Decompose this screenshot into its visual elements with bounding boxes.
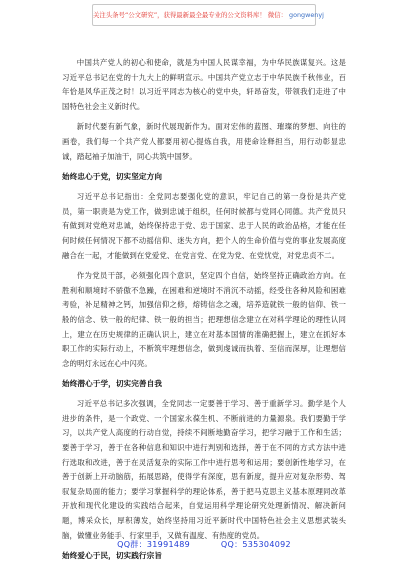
section-heading-2: 始终潜心于学，切实完善自我 xyxy=(62,379,163,389)
footer-qq: QQ：535304092 xyxy=(220,540,291,549)
banner-wechat-id: gongwenyj xyxy=(289,11,324,19)
page-footer xyxy=(0,539,408,550)
banner-text: 关注头条号“公文研究”，获得最新最全最专业的公文资料库！ 微信： xyxy=(93,11,287,19)
section-2-paragraph-1: 习近平总书记多次强调，全党同志一定要善于学习、善于重新学习。勤学是个人进步的条件，是一个政党、一个国家永葆生机、不断前进的力量源泉。我们要勤于学习，以共产党人高度的行动自觉，持续不间断地勤奋学习，把学习融于工作和生活；要善于学习，善于在各种信息和知识中进行判别和选择，善于在不同的方式方法中进行选取和改进，善于在灵活复杂的实际工作中进行思考和运用；要创新性地学习，在善于创新上开动脑筋，拓展思路，使得学有深度，思有新度，提升应对复杂形势、驾驭复杂局面的能力；要学习掌握科学的理论体系，善于把马克思主义基本原理同改革开放和现代化建设的实践结合起来，自觉运用科学理论研究处理新情况、解决新问题，博采众长，厚积薄发，始终坚持用习近平新时代中国特色社会主义思想武装头脑，做懂业务能手、行家里手，又做有温度、有热度的党员。 xyxy=(62,399,346,540)
intro-paragraph-1: 中国共产党人的初心和使命，就是为中国人民谋幸福，为中华民族谋复兴。这是习近平总书记在党的十九大上的鲜明宣示。中国共产党立志于中华民族千秋伟业，百年恰是风华正茂之时！以习近平同志为核心的党中央，轩昂奋发，带领我们走进了中国特色社会主义新时代。 xyxy=(62,58,346,111)
footer-qq-group: QQ群：31991489 xyxy=(117,540,191,549)
section-1-paragraph-1: 习近平总书记指出：全党同志要强化党的意识，牢记自己的第一身份是共产党员，第一职责是为党工作，做到忠诚于组织，任何时候都与党同心同德。共产党员只有做到对党绝对忠诚，始终保持忠于党、忠于国家、忠于人民的政治品格，才能在任何时候任何情况下都不动摇信仰、迷失方向，把个人的生命价值与党的事业发展高度融合在一起，才能做到在党爱党、在党言党、在党为党、在党忧党，对党忠贞不二。 xyxy=(62,192,346,260)
intro-paragraph-2: 新时代要有新气象，新时代展现新作为。面对宏伟的蓝图、璀璨的梦想、向往的画卷，我们每一个共产党人都要用初心提炼自我，用使命诠释担当，用行动彰显忠诚，踏起袖子加油干，同心共筑中国梦。 xyxy=(62,122,346,161)
header-banner xyxy=(92,4,324,26)
section-1-paragraph-2: 作为党员干部，必须强化四个意识，坚定四个自信，始终坚持正确政治方向。在胜利和顺境时不骄傲不急躁，在困难和逆境时不消沉不动摇，经受住各种风险和困难考验，补足精神之钙，加强信仰之修，熔铸信念之魂，培养造就铁一般的信仰、铁一般的信念、铁一般的纪律、铁一般的担当；把理想信念建立在对科学理论的理性认同上，建立在历史规律的正确认识上，建立在对基本国情的准确把握上，建立在抓好本职工作的实际行动上，不断筑牢理想信念，做到虔诚而执着、至信而深厚，让理想信念的明灯永远在心中闪亮。 xyxy=(62,271,346,368)
section-heading-1: 始终忠心于党，切实坚定方向 xyxy=(62,172,163,182)
section-heading-3: 始终爱心于民，切实践行宗旨 xyxy=(62,551,163,561)
document-body xyxy=(62,56,346,569)
